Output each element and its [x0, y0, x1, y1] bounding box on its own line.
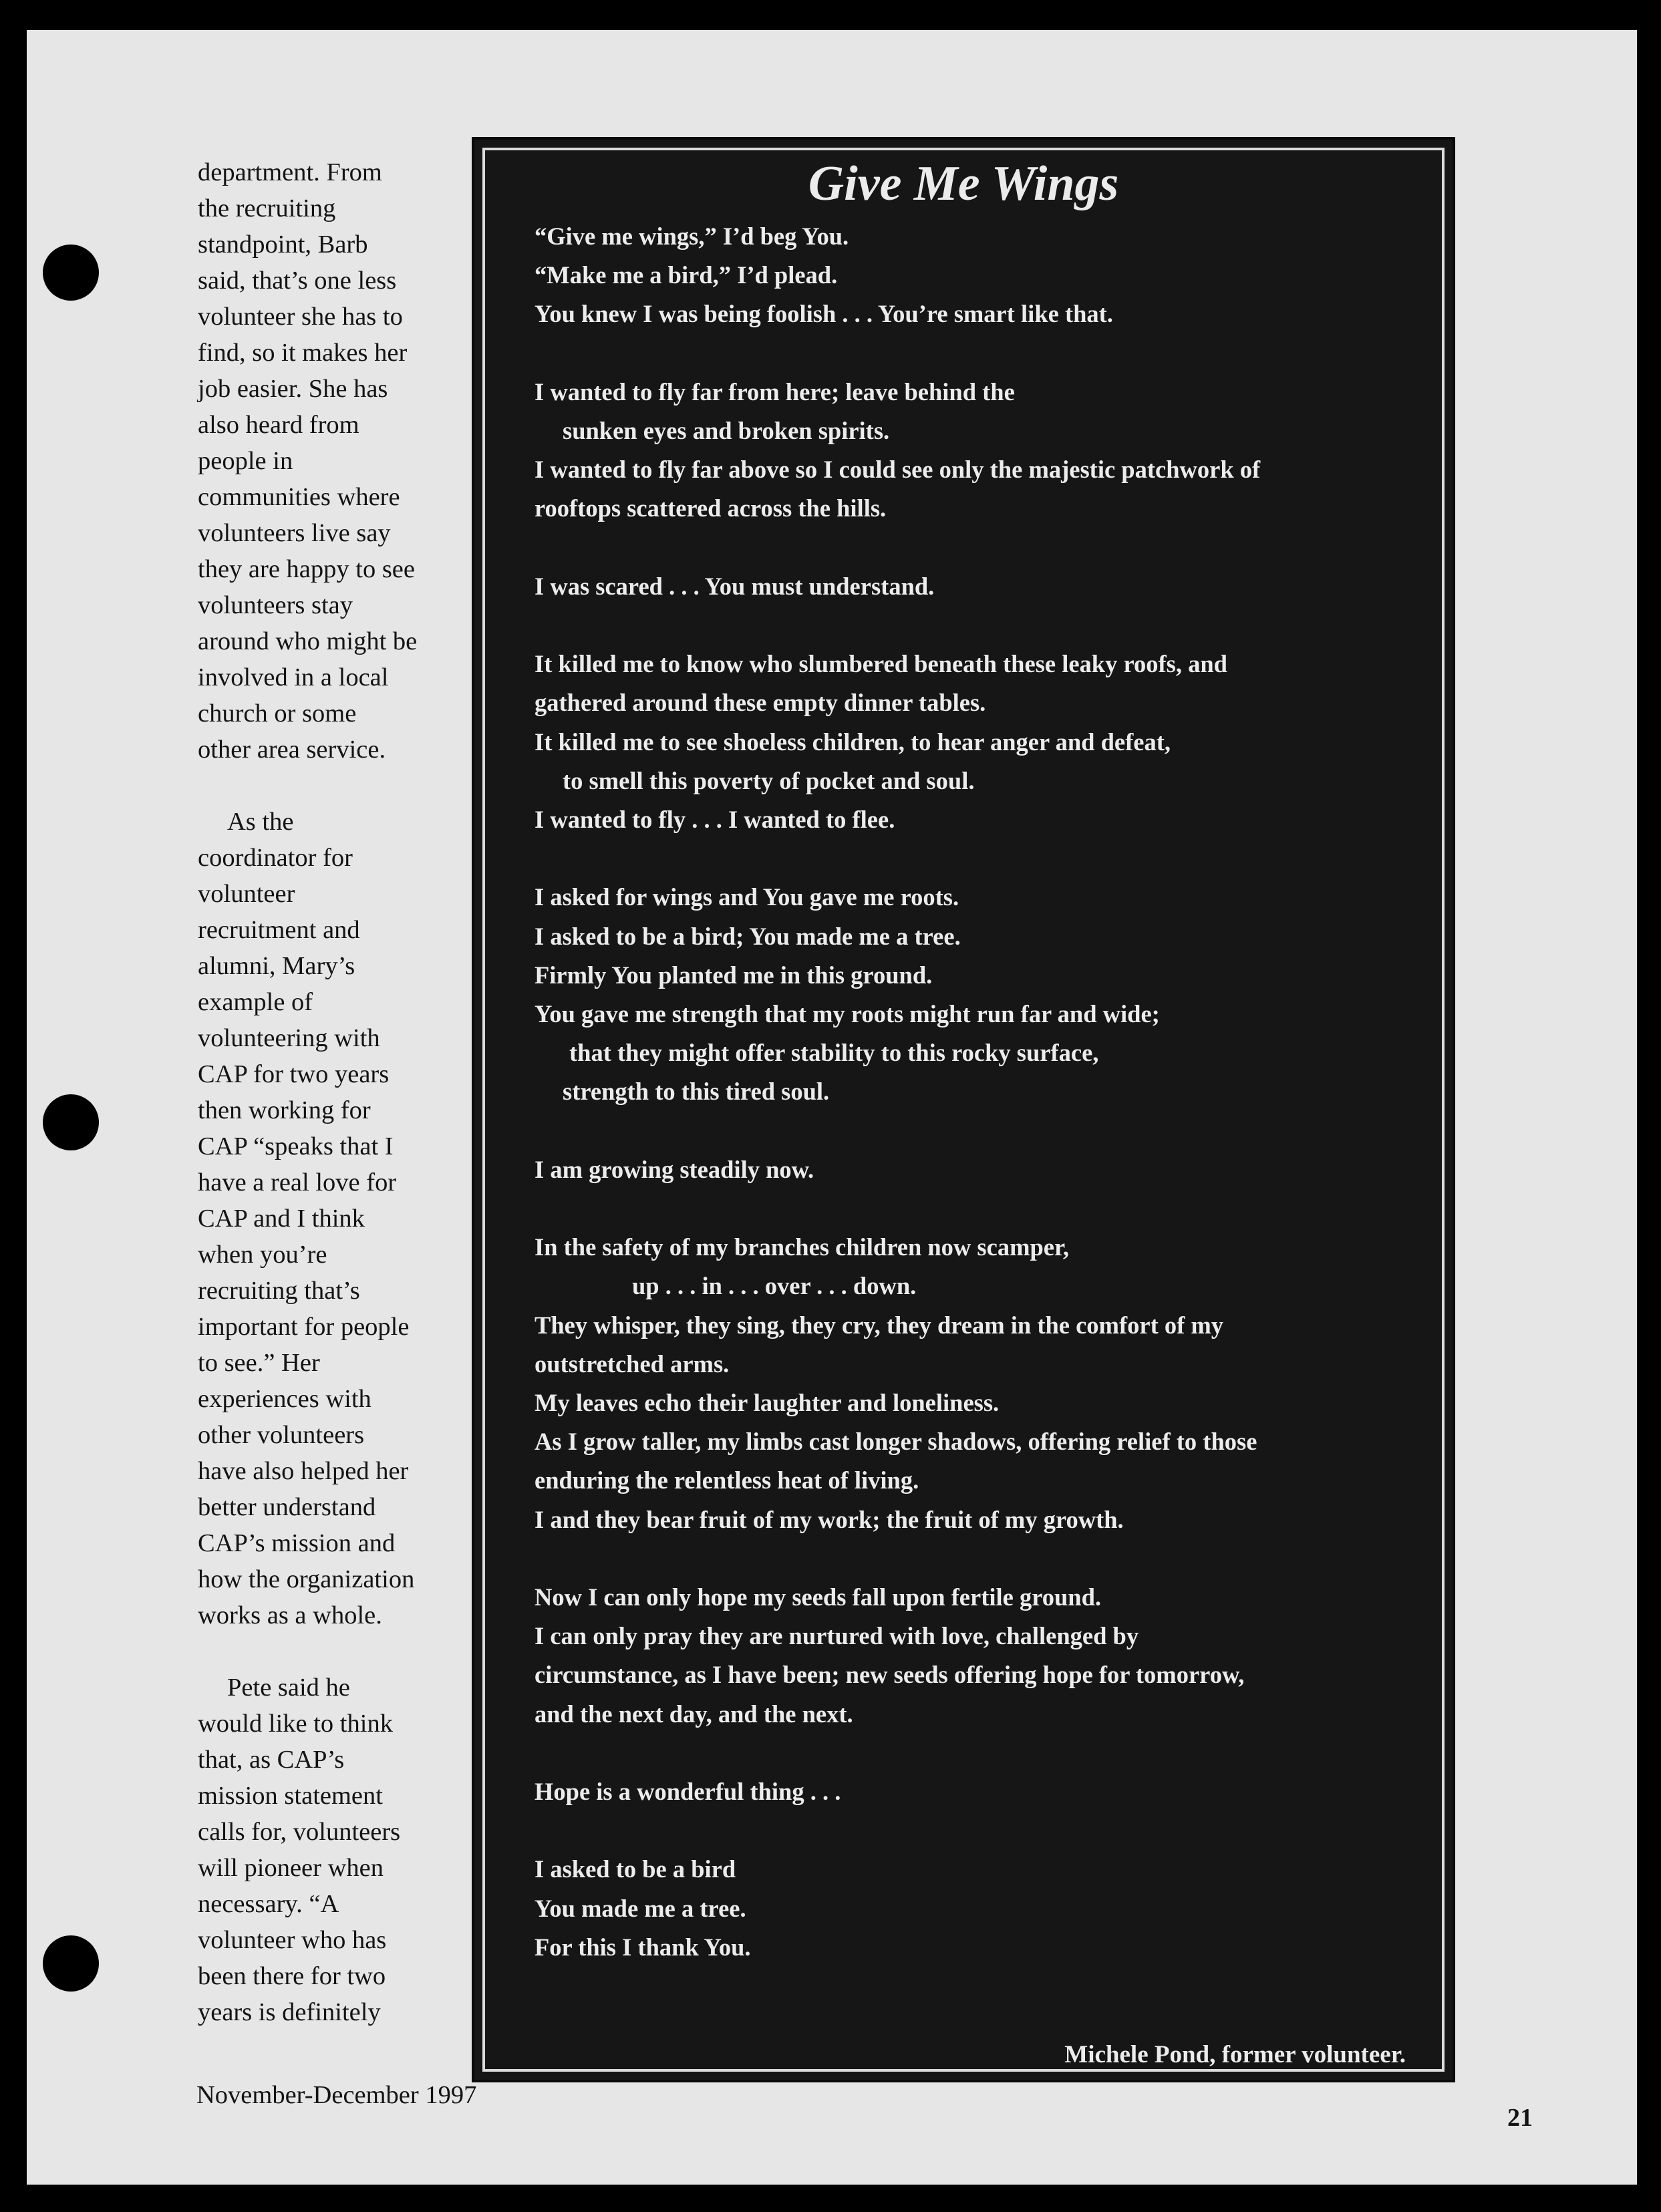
article-line: volunteering with — [198, 1024, 380, 1052]
poem-line: enduring the relentless heat of living. — [535, 1466, 919, 1494]
article-column — [198, 154, 478, 2030]
article-line: recruitment and — [198, 916, 360, 944]
poem-box — [472, 137, 1455, 2082]
article-line: better understand — [198, 1493, 376, 1521]
poem-stanza-break — [535, 1539, 1423, 1578]
poem-stanza-break — [535, 839, 1423, 878]
article-line: around who might be — [198, 627, 418, 655]
poem-line: As I grow taller, my limbs cast longer shadows, offering relief to those — [535, 1428, 1257, 1456]
poem-line: I asked for wings and You gave me roots. — [535, 883, 959, 911]
article-line: volunteer who has — [198, 1926, 387, 1954]
poem-line: Hope is a wonderful thing . . . — [535, 1778, 841, 1805]
article-line: they are happy to see — [198, 555, 415, 583]
poem-line: circumstance, as I have been; new seeds offering hope for tomorrow, — [535, 1661, 1245, 1689]
article-line: volunteers live say — [198, 519, 391, 547]
binder-hole-middle — [43, 1094, 99, 1150]
article-line: have also helped her — [198, 1457, 409, 1485]
article-line: works as a whole. — [198, 1601, 382, 1629]
article-line: necessary. “A — [198, 1890, 339, 1918]
poem-line: to smell this poverty of pocket and soul. — [563, 766, 975, 794]
article-line: also heard from — [198, 411, 359, 439]
poem-stanza-break — [535, 528, 1423, 567]
article-line: As the — [227, 808, 294, 836]
binder-hole-top — [43, 245, 99, 301]
poem-credit: Michele Pond, former volunteer. — [1064, 2041, 1406, 2068]
article-line: church or some — [198, 699, 357, 728]
poem-frame — [482, 148, 1445, 2072]
article-line: then working for — [198, 1096, 371, 1124]
poem-line: I wanted to fly . . . I wanted to flee. — [535, 806, 895, 833]
article-line: CAP “speaks that I — [198, 1132, 394, 1160]
article-line: that, as CAP’s — [198, 1746, 345, 1774]
issue-date: November-December 1997 — [196, 2081, 477, 2109]
poem-line: I and they bear fruit of my work; the fruit of my growth. — [535, 1505, 1124, 1533]
poem-line: You gave me strength that my roots might run far and wide; — [535, 1000, 1160, 1028]
poem-line: strength to this tired soul. — [563, 1078, 830, 1106]
poem-line: You made me a tree. — [535, 1894, 746, 1922]
poem-line: “Give me wings,” I’d beg You. — [535, 222, 849, 250]
poem-line: that they might offer stability to this rocky surface, — [569, 1039, 1099, 1067]
poem-line: I wanted to fly far above so I could see only the majestic patchwork of — [535, 456, 1261, 484]
article-line: been there for two — [198, 1962, 386, 1990]
poem-line: They whisper, they sing, they cry, they dream in the comfort of my — [535, 1311, 1224, 1339]
article-line: to see.” Her — [198, 1349, 320, 1377]
poem-stanza-break — [535, 1734, 1423, 1772]
article-line: CAP and I think — [198, 1205, 365, 1233]
article-line: would like to think — [198, 1710, 393, 1738]
article-paragraph — [198, 1670, 478, 2030]
article-line: other area service. — [198, 736, 386, 764]
article-line: mission statement — [198, 1782, 383, 1810]
article-line: important for people — [198, 1313, 410, 1341]
article-line: job easier. She has — [198, 375, 388, 403]
article-line: have a real love for — [198, 1168, 397, 1197]
article-line: volunteer she has to — [198, 303, 403, 331]
poem-line: sunken eyes and broken spirits. — [563, 417, 890, 444]
article-line: CAP for two years — [198, 1060, 390, 1088]
article-line: alumni, Mary’s — [198, 952, 355, 980]
article-line: said, that’s one less — [198, 267, 397, 295]
article-line: find, so it makes her — [198, 339, 408, 367]
article-line: coordinator for — [198, 844, 353, 872]
poem-line: It killed me to see shoeless children, to hear anger and defeat, — [535, 728, 1171, 756]
poem-line: gathered around these empty dinner tables. — [535, 689, 986, 717]
poem-line: It killed me to know who slumbered beneath these leaky roofs, and — [535, 650, 1227, 678]
poem-line: In the safety of my branches children now scamper, — [535, 1233, 1069, 1261]
poem-line: Firmly You planted me in this ground. — [535, 961, 933, 989]
article-line: people in — [198, 447, 293, 475]
poem-line: I am growing steadily now. — [535, 1155, 814, 1183]
article-line: years is definitely — [198, 1998, 381, 2026]
poem-line: up . . . in . . . over . . . down. — [632, 1272, 917, 1300]
poem-stanza-break — [535, 1189, 1423, 1228]
poem-line: outstretched arms. — [535, 1350, 730, 1378]
article-line: recruiting that’s — [198, 1277, 360, 1305]
article-paragraph — [198, 804, 478, 1633]
poem-line: Now I can only hope my seeds fall upon fertile ground. — [535, 1583, 1102, 1611]
article-line: standpoint, Barb — [198, 230, 368, 259]
poem-line: I asked to be a bird; You made me a tree. — [535, 922, 961, 950]
article-line: experiences with — [198, 1385, 371, 1413]
poem-stanza-break — [535, 1811, 1423, 1850]
article-line: department. From — [198, 158, 382, 186]
poem-line: You knew I was being foolish . . . You’re smart like that. — [535, 300, 1113, 328]
poem-line: and the next day, and the next. — [535, 1700, 853, 1728]
poem-line: I asked to be a bird — [535, 1855, 736, 1883]
article-line: how the organization — [198, 1565, 415, 1593]
article-line: Pete said he — [227, 1674, 350, 1702]
poem-body — [535, 217, 1423, 1967]
binder-hole-bottom — [43, 1935, 99, 1992]
poem-line: I was scared . . . You must understand. — [535, 572, 935, 600]
poem-line: “Make me a bird,” I’d plead. — [535, 261, 838, 289]
article-line: volunteer — [198, 880, 295, 908]
poem-stanza-break — [535, 1112, 1423, 1150]
article-line: communities where — [198, 483, 400, 511]
article-line: calls for, volunteers — [198, 1818, 401, 1846]
poem-line: For this I thank You. — [535, 1933, 751, 1961]
poem-stanza-break — [535, 606, 1423, 645]
page-number: 21 — [1507, 2104, 1533, 2132]
article-line: volunteers stay — [198, 591, 353, 619]
poem-line: rooftops scattered across the hills. — [535, 494, 887, 522]
article-line: involved in a local — [198, 663, 389, 691]
article-line: other volunteers — [198, 1421, 365, 1449]
article-line: example of — [198, 988, 313, 1016]
poem-title: Give Me Wings — [808, 156, 1119, 211]
article-line: the recruiting — [198, 194, 336, 222]
article-line: when you’re — [198, 1241, 327, 1269]
poem-stanza-break — [535, 334, 1423, 373]
poem-line: I can only pray they are nurtured with love, challenged by — [535, 1622, 1139, 1650]
magazine-page — [27, 30, 1637, 2185]
article-paragraph — [198, 154, 478, 768]
article-line: will pioneer when — [198, 1854, 384, 1882]
poem-line: My leaves echo their laughter and loneliness. — [535, 1389, 1000, 1416]
article-line: CAP’s mission and — [198, 1529, 396, 1557]
poem-line: I wanted to fly far from here; leave behind the — [535, 377, 1015, 406]
